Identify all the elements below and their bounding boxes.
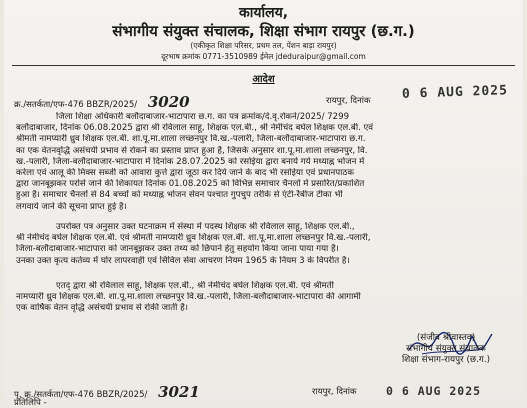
office-address: (एकीकृत शिक्षा परिसर, प्रथम तल, पेंशन बाड़ा रायपुर): [190, 41, 337, 50]
order-place-date-label: रायपुर, दिनांक: [326, 96, 371, 106]
department-name: संभागीय संयुक्त संचालक, शिक्षा संभाग रायपुर (छ.ग.): [112, 22, 415, 40]
date-stamp: 0 6 AUG 2025: [401, 83, 509, 102]
paragraph-line: जिला शिक्षा अधिकारी बलौदाबाजार-भाटापारा छ.ग. का पत्र क्रमांक/दे.वृ.रोकने/2025/ 7299: [56, 112, 350, 122]
header-divider: [12, 65, 515, 66]
paragraph-line: एतद् द्वारा श्री रविलाल साहू, शिक्षक एल.बी., श्री नेमीचंद बघेल शिक्षक एल.बी. एवं श्रीमती: [56, 281, 334, 291]
endorsement-prefix: पृ. क्र./सतर्कता/एफ-476 BBZR/2025/: [14, 390, 148, 400]
paragraph-line: का एक वेतनवृद्धि असंचयी प्रभाव से रोकने का प्रस्ताव प्राप्त हुआ है, जिसके अनुसार शा.पू.मा.शाला लच्छनपुर, वि.: [16, 145, 368, 156]
order-document: [4, 0, 523, 406]
paragraph-line: बलौदाबाजार, दिनांक 06.08.2025 द्वारा श्री रविलाल साहू, शिक्षक एल.बी., श्री नेमीचंद बघेल शिक्षक एल.बी. एवं: [16, 123, 374, 134]
paragraph-line: द्वारा जानबूझकर परोसे जाने की शिकायत दिनांक 01.08.2025 को विभिन्न समाचार चैनलों में प्रसारित/प्रकाशित: [16, 179, 365, 190]
paragraph-line: एक वार्षिक वेतन वृद्धि असंचयी प्रभाव से रोकी जाती है।: [16, 303, 188, 314]
paragraph-line: करेला एवं आलू की मिक्स सब्जी को आवारा कुत्ते द्वारा जूठा कर दिये जाने के बाद भी रसोईया एवं प्रधानपाठक: [16, 168, 354, 179]
paragraph-line: श्री नेमीचंद बघेल शिक्षक एल.बी. एवं श्रीमती नामप्यारी ध्रुव शिक्षक एल.बी. शा.पू.मा.शाला लच्छनपुर वि.ख.-पलारी,: [16, 233, 371, 244]
paragraph-line: नामप्यारी ध्रुव शिक्षक एल.बी. शा.पू.मा.शाला लच्छनपुर वि.ख.-पलारी, जिला-बलौदाबाजार-भाटापारा की आगामी: [16, 292, 361, 303]
signatory-office: शिक्षा संभाग-रायपुर (छ.ग.): [401, 355, 491, 365]
signature-block: [376, 333, 516, 366]
order-reference: [14, 93, 190, 111]
paragraph-line: जिला-बलौदाबाजार-भाटापारा को जानबूझकर उक्त तथ्य को छिपाने हेतु सहयोग किया जाना पाया गया है।: [16, 244, 339, 255]
order-title: आदेश: [252, 74, 275, 85]
paragraph-line: उनका उक्त कृत्य कर्तव्य में घोर लापरवाही एवं सिविल सेवा आचरण नियम 1965 के नियम 3 के विपरीत है।: [16, 255, 350, 266]
body-paragraph-1: [16, 112, 512, 213]
paragraph-line: ख.-पलारी, जिला-बलौदाबाजार-भाटापारा में दिनांक 28.07.2025 को रसोईया द्वारा बनाये गये मध्याह्न भोजन में: [16, 156, 365, 167]
paragraph-line: उपरोक्त पत्र अनुसार उक्त घटनाक्रम में संस्था में पदस्थ शिक्षक श्री रविलाल साहू, शिक्षक एल.बी.,: [56, 222, 355, 232]
paragraph-line: हुआ है। समाचार चैनलों से 84 बच्चों को मध्याह्न भोजन सेवन पश्चात गुपचुप तरीके से एंटी-रैबीज टीका भी: [16, 190, 343, 201]
paragraph-line: श्रीमती नामप्यारी ध्रुव शिक्षक एल.बी. शा.पू.मा.शाला लच्छनपुर वि.ख.-पलारी, जिला-बलौदाबाजार-भाटापारा छ.ग.: [16, 134, 366, 145]
contact-info: दूरभाष क्रमांक 0771-3510989 ईमेल jdeduraipur@gmail.com: [161, 52, 366, 61]
office-heading: कार्यालय,: [238, 5, 289, 21]
endorsement-date-stamp: 0 6 AUG 2025: [386, 384, 482, 398]
endorsement-place-date-label: रायपुर, दिनांक: [312, 387, 357, 397]
paragraph-line: लगवाये जाने की सूचना प्राप्त हुई है।: [16, 201, 127, 212]
endorsement-number-handwritten: 3021: [158, 383, 200, 401]
reference-number-handwritten: 3020: [147, 93, 190, 111]
signatory-name: (संजीव श्रीवास्तव): [416, 333, 476, 343]
reference-prefix: क्र./सतर्कता/एफ-476 BBZR/2025/: [14, 100, 138, 110]
signatory-designation: संभागीय संयुक्त संचालक: [406, 344, 486, 354]
copy-to-label: प्रतिलिपि -: [14, 398, 47, 408]
body-paragraph-2: [16, 222, 512, 267]
body-paragraph-3: [16, 281, 512, 315]
